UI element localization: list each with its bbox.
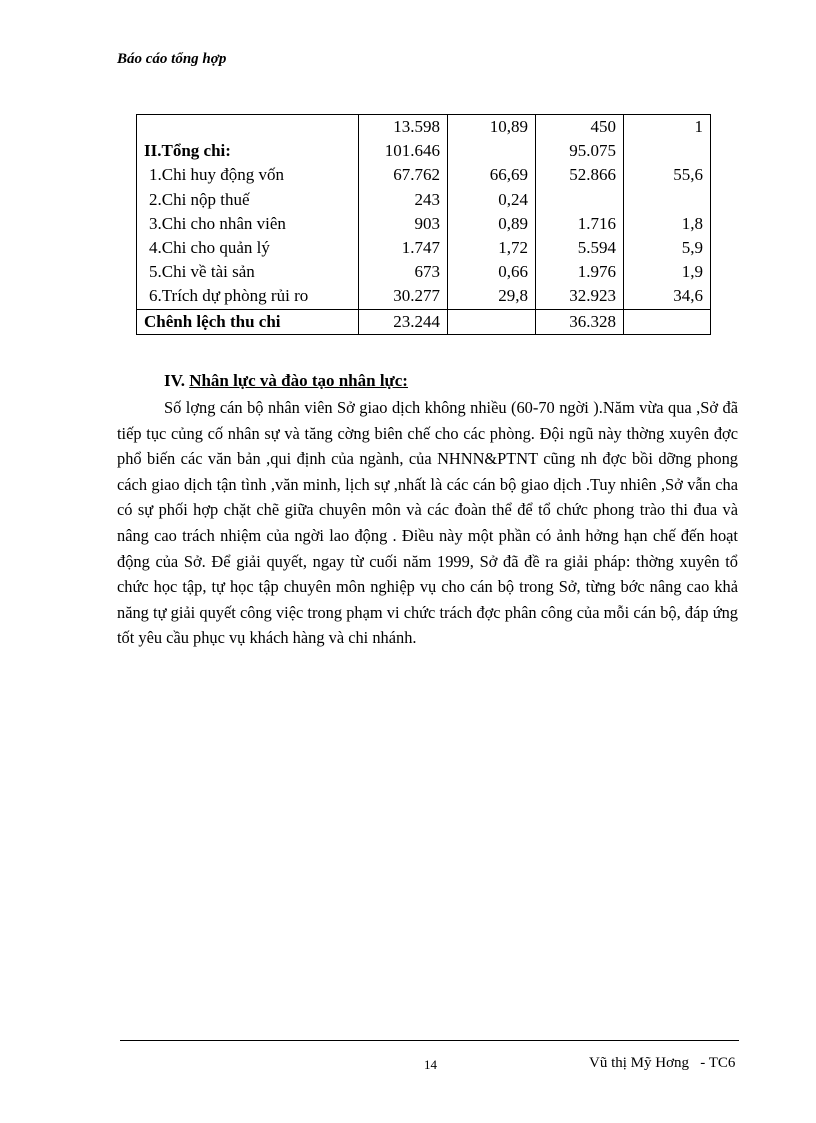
table-row (137, 236, 711, 260)
value-cell: 66,69 (448, 163, 536, 187)
value-cell: 29,8 (448, 284, 536, 309)
value-cell: 52.866 (536, 163, 624, 187)
row-label-cell: 5.Chi về tài sản (137, 260, 359, 284)
value-cell: 34,6 (624, 284, 711, 309)
row-label-cell: Chênh lệch thu chi (137, 309, 359, 334)
value-cell (624, 188, 711, 212)
value-cell: 0,89 (448, 212, 536, 236)
table-row (137, 260, 711, 284)
value-cell: 13.598 (359, 115, 448, 140)
document-header: Báo cáo tổng hợp (117, 51, 227, 67)
table-row (137, 115, 711, 140)
value-cell: 55,6 (624, 163, 711, 187)
page-number: 14 (424, 1057, 437, 1072)
value-cell: 95.075 (536, 139, 624, 163)
value-cell: 5.594 (536, 236, 624, 260)
expense-table (136, 114, 711, 335)
section-heading (164, 371, 408, 391)
value-cell: 1.716 (536, 212, 624, 236)
table-row (137, 139, 711, 163)
value-cell (448, 139, 536, 163)
section-paragraph: Số lợng cán bộ nhân viên Sở giao dịch không nhiều (60-70 ngời ).Năm vừa qua ,Sở đã tiếp tục củng cố nhân sự và tăng cờng biên chế cho các phòng. Đội ngũ này thờng xuyên đợc phổ biến các văn bản ,qui định của ngành, của NHNN&PTNT cũng nh đợc bồi dỡng phong cách giao dịch tận tình ,văn minh, lịch sự ,nhất là các cán bộ giao dịch .Tuy nhiên ,Sở vẫn cha có sự phối hợp chặt chẽ giữa chuyên môn và các đoàn thể để tổ chức phong trào thi đua và nâng cao trách nhiệm của ngời lao động . Điều này một phần có ảnh hởng hạn chế đến hoạt động của Sở. Để giải quyết, ngay từ cuối năm 1999, Sở đã đề ra giải pháp: thờng xuyên tổ chức học tập, tự học tập chuyên môn nghiệp vụ cho cán bộ trong Sở, từng bớc nâng cao khả năng tự giải quyết công việc trong phạm vi chức trách đợc phân công của mỗi cán bộ, đáp ứng tốt yêu cầu phục vụ khách hàng và chi nhánh. (117, 398, 738, 648)
table-row (137, 284, 711, 309)
row-label-cell: 3.Chi cho nhân viên (137, 212, 359, 236)
value-cell: 1.747 (359, 236, 448, 260)
row-label-cell: II.Tổng chi: (137, 139, 359, 163)
value-cell: 1.976 (536, 260, 624, 284)
value-cell: 67.762 (359, 163, 448, 187)
value-cell: 0,24 (448, 188, 536, 212)
value-cell: 5,9 (624, 236, 711, 260)
value-cell: 243 (359, 188, 448, 212)
table-row (137, 188, 711, 212)
value-cell: 101.646 (359, 139, 448, 163)
table-row (137, 163, 711, 187)
value-cell: 1 (624, 115, 711, 140)
section-title: Nhân lực và đào tạo nhân lực: (189, 371, 408, 390)
value-cell: 30.277 (359, 284, 448, 309)
value-cell: 450 (536, 115, 624, 140)
row-label-cell: 2.Chi nộp thuế (137, 188, 359, 212)
row-label-cell (137, 115, 359, 140)
value-cell: 1,9 (624, 260, 711, 284)
value-cell (448, 309, 536, 334)
value-cell: 673 (359, 260, 448, 284)
table-row (137, 309, 711, 334)
value-cell: 0,66 (448, 260, 536, 284)
value-cell: 10,89 (448, 115, 536, 140)
value-cell: 1,8 (624, 212, 711, 236)
section-number: IV. (164, 371, 185, 390)
footer-rule (120, 1040, 739, 1041)
value-cell: 32.923 (536, 284, 624, 309)
value-cell: 36.328 (536, 309, 624, 334)
expense-table-body (137, 115, 711, 335)
value-cell (624, 309, 711, 334)
value-cell: 903 (359, 212, 448, 236)
row-label-cell: 6.Trích dự phòng rủi ro (137, 284, 359, 309)
row-label-cell: 4.Chi cho quản lý (137, 236, 359, 260)
value-cell: 1,72 (448, 236, 536, 260)
value-cell: 23.244 (359, 309, 448, 334)
value-cell (624, 139, 711, 163)
footer-author: Vũ thị Mỹ Hơng - TC6 (589, 1055, 736, 1071)
table-row (137, 212, 711, 236)
row-label-cell: 1.Chi huy động vốn (137, 163, 359, 187)
value-cell (536, 188, 624, 212)
